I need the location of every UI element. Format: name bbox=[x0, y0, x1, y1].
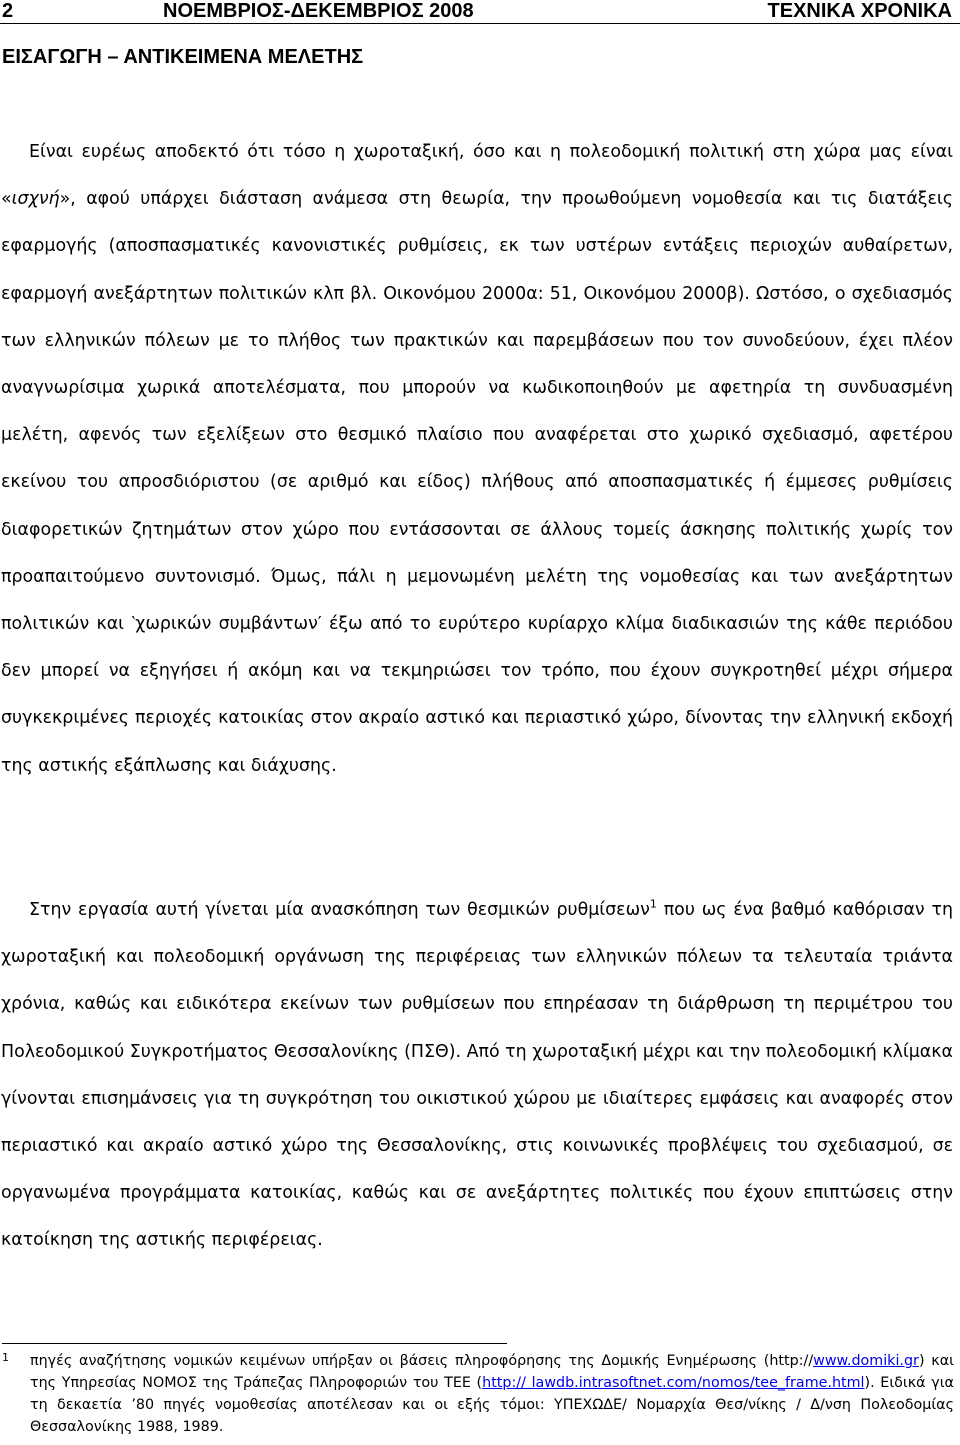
paragraph-scope bbox=[1, 887, 953, 1265]
page-number: 2 bbox=[2, 0, 14, 22]
paragraph-scope-text-a: Στην εργασία αυτή γίνεται μία ανασκόπηση των θεσμικών ρυθμίσεων bbox=[29, 900, 650, 920]
tee-nomos-link[interactable]: http:// lawdb.intrasoftnet.com/nomos/tee_frame.html bbox=[482, 1375, 865, 1391]
header-rule bbox=[0, 23, 960, 24]
footnote-reference[interactable]: 1 bbox=[649, 897, 657, 911]
footnote-text-c: ). Ειδικά για τη δεκαετία ’80 πηγές νομοθεσίας αποτέλεσαν και οι εξής τόμοι: ΥΠΕΧΩΔΕ/ Νομαρχία Θεσ/νίκης / Δ/νση Πολεοδομίας Θεσσαλονίκης 1988, 1989. bbox=[30, 1375, 954, 1435]
journal-title: ΤΕΧΝΙΚΑ ΧΡΟΝΙΚΑ bbox=[767, 0, 952, 22]
footnote-text-b: ) και της Υπηρεσίας ΝΟΜΟΣ της Τράπεζας Πληροφοριών του ΤΕΕ ( bbox=[30, 1353, 954, 1391]
footnote bbox=[0, 1350, 954, 1438]
paragraph-intro-text-a: Είναι ευρέως αποδεκτό ότι τόσο η χωροταξική, όσο και η πολεοδομική πολιτική στη χώρα μας είναι « bbox=[1, 142, 953, 210]
footnote-number: 1 bbox=[2, 1351, 9, 1364]
footnote-text-a: πηγές αναζήτησης νομικών κειμένων υπήρξαν οι βάσεις πληροφόρησης της Δομικής Ενημέρωσης (http:// bbox=[30, 1353, 814, 1369]
paragraph-scope-text-b: που ως ένα βαθμό καθόρισαν τη χωροταξική και πολεοδομική οργάνωση της περιφέρειας των ελληνικών πόλεων τα τελευταία τριάντα χρόνια, καθώς και ειδικότερα εκείνων των ρυθμίσεων που επηρέασαν τη διάρθρωση τη περιμέτρου του Πολεοδομικού Συγκροτήματος Θεσσαλονίκης (ΠΣΘ). Από τη χωροταξική μέχρι και την πολεοδομική κλίμακα γίνονται επισημάνσεις για τη συγκρότηση του οικιστικού χώρου με ιδιαίτερες εμφάσεις και αναφορές στον περιαστικό και ακραίο αστικό χώρο της Θεσσαλονίκης, στις κοινωνικές προβλέψεις του σχεδιασμού, σε οργανωμένα προγράμματα κατοικίας, καθώς και σε ανεξάρτητες πολιτικές που έχουν επιπτώσεις στην κατοίκηση της αστικής περιφέρειας. bbox=[1, 900, 953, 1251]
running-header bbox=[0, 0, 960, 22]
section-title: ΕΙΣΑΓΩΓΗ – ΑΝΤΙΚΕΙΜΕΝΑ ΜΕΛΕΤΗΣ bbox=[2, 46, 364, 68]
footnote-text bbox=[30, 1350, 954, 1438]
domiki-link[interactable]: www.domiki.gr bbox=[813, 1353, 919, 1369]
issue-date: ΝΟΕΜΒΡΙΟΣ-ΔΕΚΕΜΒΡΙΟΣ 2008 bbox=[163, 0, 474, 22]
emphasis-term: ισχνή bbox=[11, 189, 60, 210]
paragraph-intro-text-b: », αφού υπάρχει διάσταση ανάμεσα στη θεωρία, την προωθούμενη νομοθεσία και τις διατάξεις εφαρμογής (αποσπασματικές κανονιστικές ρυθμίσεις, εκ των υστέρων εντάξεις περιοχών αυθαίρετων, εφαρμογή ανεξάρτητων πολιτικών κλπ βλ. Οικονόμου 2000α: 51, Οικονόμου 2000β). Ωστόσο, ο σχεδιασμός των ελληνικών πόλεων με το πλήθος των πρακτικών και παρεμβάσεων που τον συνοδεύουν, έχει πλέον αναγνωρίσιμα χωρικά αποτελέσματα, που μπορούν να κωδικοποιηθούν με αφετηρία τη συνδυασμένη μελέτη, αφενός των εξελίξεων στο θεσμικό πλαίσιο που αναφέρεται στο χωρικό σχεδιασμό, αφετέρου εκείνου του απροσδιόριστου (σε αριθμό και είδος) πλήθους από αποσπασματικές ή έμμεσες ρυθμίσεις διαφορετικών ζητημάτων στον χώρο που εντάσσονται σε άλλους τομείς άσκησης πολιτικής χωρίς τον προαπαιτούμενο συντονισμό. Όμως, πάλι η μεμονωμένη μελέτη της νομοθεσίας και των ανεξάρτητων πολιτικών και ‵χωρικών συμβάντων′ έξω από το ευρύτερο κυρίαρχο κλίμα διαδικασιών της κάθε περιόδου δεν μπορεί να εξηγήσει ή ακόμη και να τεκμηριώσει τον τρόπο, που έχουν συγκροτηθεί μέχρι σήμερα συγκεκριμένες περιοχές κατοικίας στον ακραίο αστικό και περιαστικό χώρο, δίνοντας την ελληνική εκδοχή της αστικής εξάπλωσης και διάχυσης. bbox=[1, 189, 953, 776]
paragraph-intro bbox=[1, 129, 953, 790]
footnote-rule bbox=[2, 1343, 507, 1344]
